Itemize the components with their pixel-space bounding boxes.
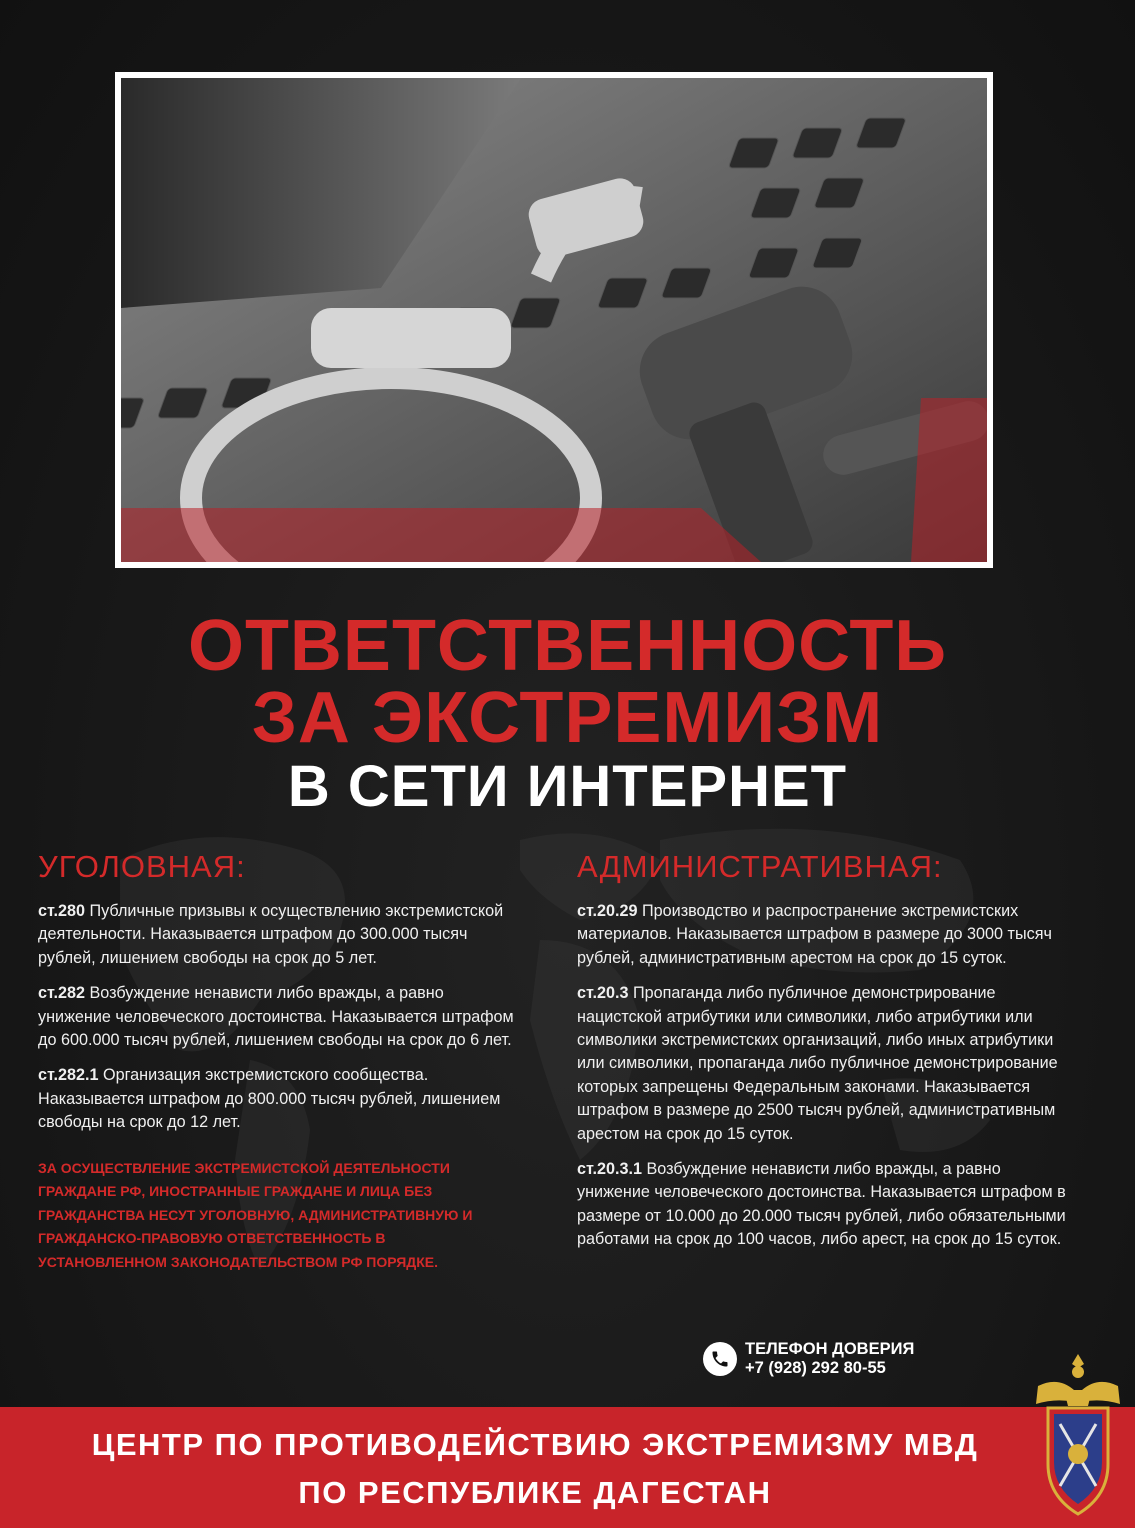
headline-line-2: ЗА ЭКСТРЕМИЗМ [251,678,884,758]
headline-line-1: ОТВЕТСТВЕННОСТЬ [187,606,948,686]
article-text: Возбуждение ненависти либо вражды, а равно унижение человеческого достоинства. Наказывается штрафом до 600.000 тысяч рублей, лишением свободы на срок до 6 лет. [38,984,514,1050]
article-text: Возбуждение ненависти либо вражды, а равно унижение человеческого достоинства. Наказывается штрафом в размере от 10.000 до 20.000 тысяч рублей, либо обязательными работами на срок до 100 часов, либо арест, на срок до 15 суток. [577,1160,1066,1249]
criminal-liability-column [38,848,518,1274]
article-code: ст.20.3.1 [577,1160,643,1179]
footer-banner [0,1407,1135,1528]
hotline-label: ТЕЛЕФОН ДОВЕРИЯ [745,1340,915,1358]
article-code: ст.282 [38,984,86,1003]
hotline [703,1340,914,1378]
phone-icon [703,1342,737,1376]
article-code: ст.20.29 [577,902,638,920]
mvd-emblem-icon [1028,1346,1128,1524]
photo-frame [115,72,993,568]
hotline-number[interactable]: +7 (928) 292 80-55 [745,1359,886,1377]
headline-line-3: В СЕТИ ИНТЕРНЕТ [287,754,848,819]
administrative-article [577,900,1077,970]
article-code: ст.280 [38,902,86,920]
photo-illustration [121,78,987,562]
criminal-title: УГОЛОВНАЯ: [38,849,246,884]
administrative-article [577,982,1077,1146]
article-code: ст.282.1 [38,1066,99,1085]
article-text: Производство и распространение экстремистских материалов. Наказывается штрафом в размере до 3000 тысяч рублей, административным арестом на срок до 15 суток. [577,902,1052,967]
criminal-article [38,982,518,1052]
article-text: Публичные призывы к осуществлению экстремистской деятельности. Наказывается штрафом до 300.000 тысяч рублей, лишением свободы на срок до 5 лет. [38,902,504,967]
administrative-title: АДМИНИСТРАТИВНАЯ: [577,849,943,884]
liability-warning: ЗА ОСУЩЕСТВЛЕНИЕ ЭКСТРЕМИСТСКОЙ ДЕЯТЕЛЬНОСТИ ГРАЖДАНЕ РФ, ИНОСТРАННЫЕ ГРАЖДАНЕ И ЛИЦА БЕЗ ГРАЖДАНСТВА НЕСУТ УГОЛОВНУЮ, АДМИНИСТРАТИВНУЮ И ГРАЖДАНСКО-ПРАВОВУЮ ОТВЕТСТВЕННОСТЬ В УСТАНОВЛЕННОМ ЗАКОНОДАТЕЛЬСТВОМ РФ ПОРЯДКЕ. [38,1159,473,1270]
footer-line-2: ПО РЕСПУБЛИКЕ ДАГЕСТАН [298,1475,772,1510]
footer-line-1: ЦЕНТР ПО ПРОТИВОДЕЙСТВИЮ ЭКСТРЕМИЗМУ МВД [91,1427,979,1462]
article-text: Пропаганда либо публичное демонстрирование нацистской атрибутики или символики, либо атрибутики или символики экстремистских организаций, либо иных атрибутики или символики, пропаганда либо публичное демонстрирование которых запрещены Федеральным законами. Наказывается штрафом в размере до 2500 тысяч рублей, административным арестом на срок до 15 суток. [577,984,1058,1143]
article-text: Организация экстремистского сообщества. Наказывается штрафом до 800.000 тысяч рублей, лишением свободы на срок до 12 лет. [38,1066,501,1132]
criminal-article [38,1064,518,1134]
administrative-liability-column [577,848,1077,1264]
article-code: ст.20.3 [577,984,629,1003]
criminal-article [38,900,518,970]
handcuffs-gavel-keyboard-photo [121,78,987,562]
administrative-article [577,1158,1077,1252]
